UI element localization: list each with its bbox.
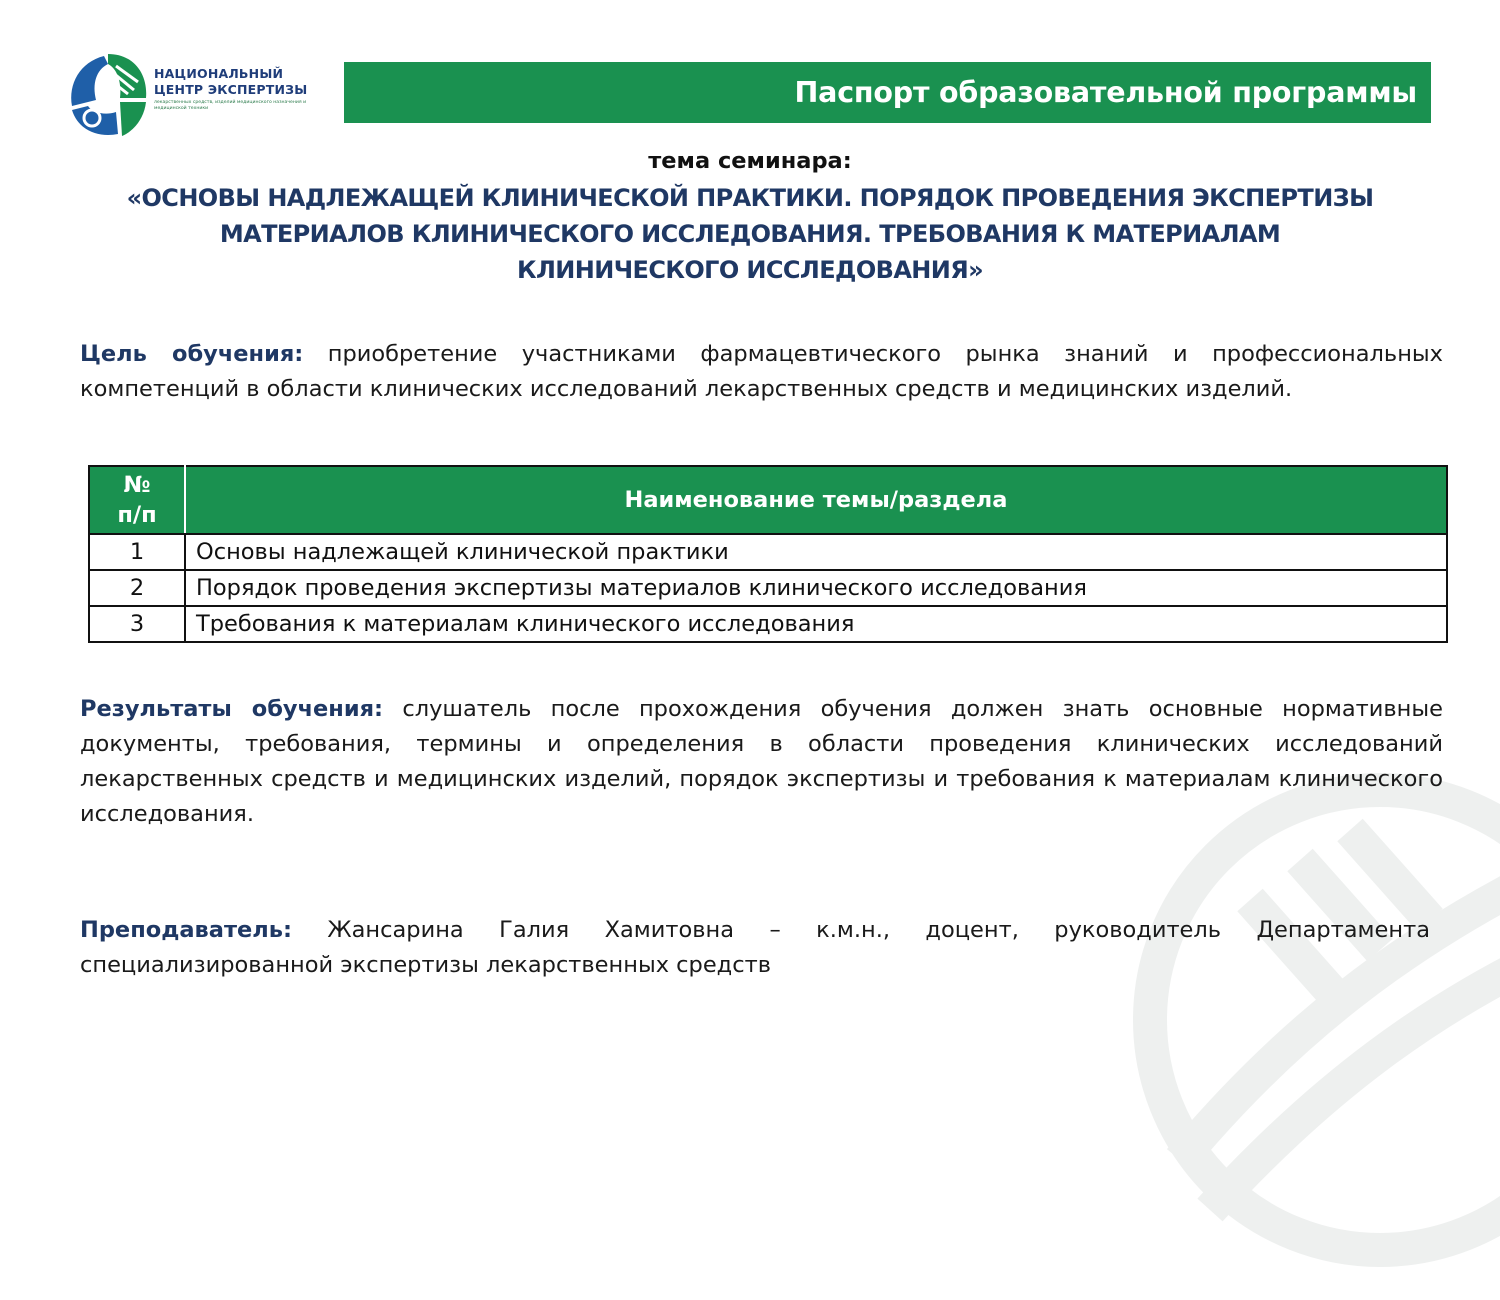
teacher-text: Жансарина Галия Хамитовна – к.м.н., доцент, руководитель Департамента специализированной экспертизы лекарственных средств (80, 917, 1430, 978)
row-number: 2 (89, 570, 185, 606)
row-name: Порядок проведения экспертизы материалов клинического исследования (185, 570, 1447, 606)
topics-table (88, 465, 1448, 643)
page-title: Паспорт образовательной программы (794, 76, 1417, 109)
seminar-title-line: КЛИНИЧЕСКОГО ИССЛЕДОВАНИЯ» (516, 256, 984, 284)
column-header-name: Наименование темы/раздела (185, 466, 1447, 534)
row-name: Основы надлежащей клинической практики (185, 534, 1447, 570)
table-row (89, 534, 1447, 570)
logo-line-2: ЦЕНТР ЭКСПЕРТИЗЫ (154, 82, 308, 97)
header-bar (344, 62, 1431, 123)
column-header-number (89, 466, 185, 534)
seminar-title-line: «ОСНОВЫ НАДЛЕЖАЩЕЙ КЛИНИЧЕСКОЙ ПРАКТИКИ. ПОРЯДОК ПРОВЕДЕНИЯ ЭКСПЕРТИЗЫ (126, 184, 1374, 212)
teacher-paragraph (80, 913, 1430, 983)
results-paragraph (80, 692, 1443, 832)
seminar-title (95, 180, 1405, 288)
logo-line-1: НАЦИОНАЛЬНЫЙ (154, 66, 284, 81)
results-label: Результаты обучения: (80, 696, 384, 722)
table-row (89, 606, 1447, 642)
logo-subtitle: лекарственных средств, изделий медицинского назначения и медицинской техники (154, 100, 307, 111)
goal-label: Цель обучения: (80, 341, 304, 367)
row-name: Требования к материалам клинического исследования (185, 606, 1447, 642)
goal-text: приобретение участниками фармацевтического рынка знаний и профессиональных компетенций в области клинических исследований лекарственных средств и медицинских изделий. (80, 341, 1443, 402)
row-number: 3 (89, 606, 185, 642)
seminar-title-line: МАТЕРИАЛОВ КЛИНИЧЕСКОГО ИССЛЕДОВАНИЯ. ТРЕБОВАНИЯ К МАТЕРИАЛАМ (219, 220, 1281, 248)
results-text: слушатель после прохождения обучения должен знать основные нормативные документы, требования, термины и определения в области проведения клинических исследований лекарственных средств и медицинских изделий, порядок экспертизы и требования к материалам клинического исследования. (80, 696, 1443, 827)
seminar-label: тема семинара: (648, 148, 852, 174)
goal-paragraph (80, 337, 1443, 407)
row-number: 1 (89, 534, 185, 570)
column-header-number-line: № (123, 472, 151, 498)
table-header-row (89, 466, 1447, 534)
logo-emblem-icon (64, 50, 150, 140)
teacher-label: Преподаватель: (80, 917, 292, 943)
logo (64, 50, 324, 140)
table-row (89, 570, 1447, 606)
column-header-number-line: п/п (117, 502, 157, 528)
